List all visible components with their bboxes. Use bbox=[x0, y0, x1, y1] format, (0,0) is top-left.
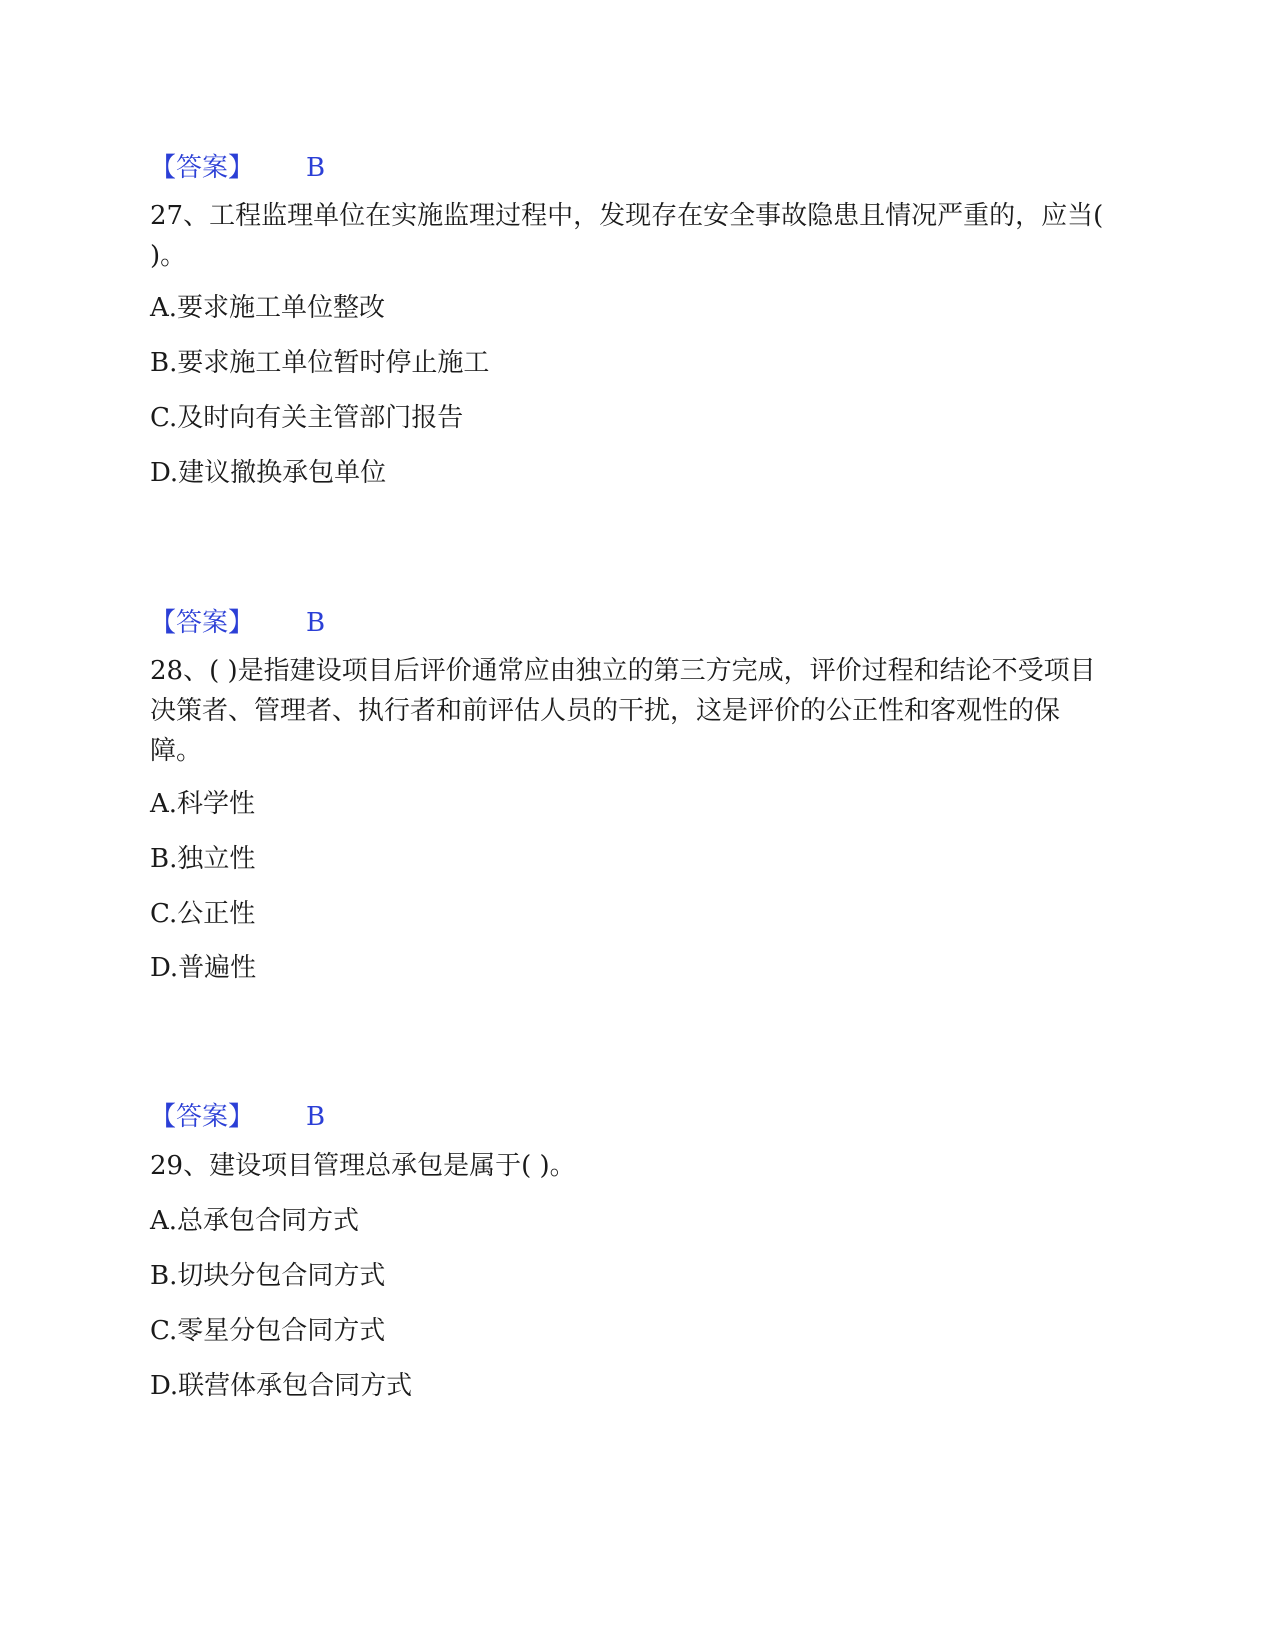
option-b: B.独立性 bbox=[150, 844, 256, 874]
answer-value: B bbox=[306, 153, 326, 183]
answer-value: B bbox=[306, 608, 326, 638]
question-text: 27、工程监理单位在实施监理过程中，发现存在安全事故隐患且情况严重的，应当( )。 bbox=[150, 201, 1104, 271]
answer-value: B bbox=[306, 1102, 326, 1132]
option-c: C.公正性 bbox=[150, 899, 256, 929]
answer-line bbox=[150, 148, 325, 188]
option-d: D.建议撤换承包单位 bbox=[150, 458, 387, 488]
option-a: A.科学性 bbox=[150, 789, 256, 819]
answer-label: 【答案】 bbox=[150, 608, 255, 638]
option-b: B.要求施工单位暂时停止施工 bbox=[150, 348, 490, 378]
option-c: C.零星分包合同方式 bbox=[150, 1316, 386, 1346]
answer-label: 【答案】 bbox=[150, 153, 255, 183]
answer-label: 【答案】 bbox=[150, 1102, 255, 1132]
option-d: D.普遍性 bbox=[150, 953, 257, 983]
answer-line bbox=[150, 1097, 325, 1137]
option-a: A.要求施工单位整改 bbox=[150, 293, 386, 323]
option-d: D.联营体承包合同方式 bbox=[150, 1371, 413, 1401]
option-c: C.及时向有关主管部门报告 bbox=[150, 403, 464, 433]
option-a: A.总承包合同方式 bbox=[150, 1206, 360, 1236]
question-text: 28、( )是指建设项目后评价通常应由独立的第三方完成，评价过程和结论不受项目决策者、管理者、执行者和前评估人员的干扰，这是评价的公正性和客观性的保障。 bbox=[150, 656, 1096, 766]
answer-line bbox=[150, 603, 325, 643]
question-text: 29、建设项目管理总承包是属于( )。 bbox=[150, 1151, 576, 1181]
option-b: B.切块分包合同方式 bbox=[150, 1261, 386, 1291]
